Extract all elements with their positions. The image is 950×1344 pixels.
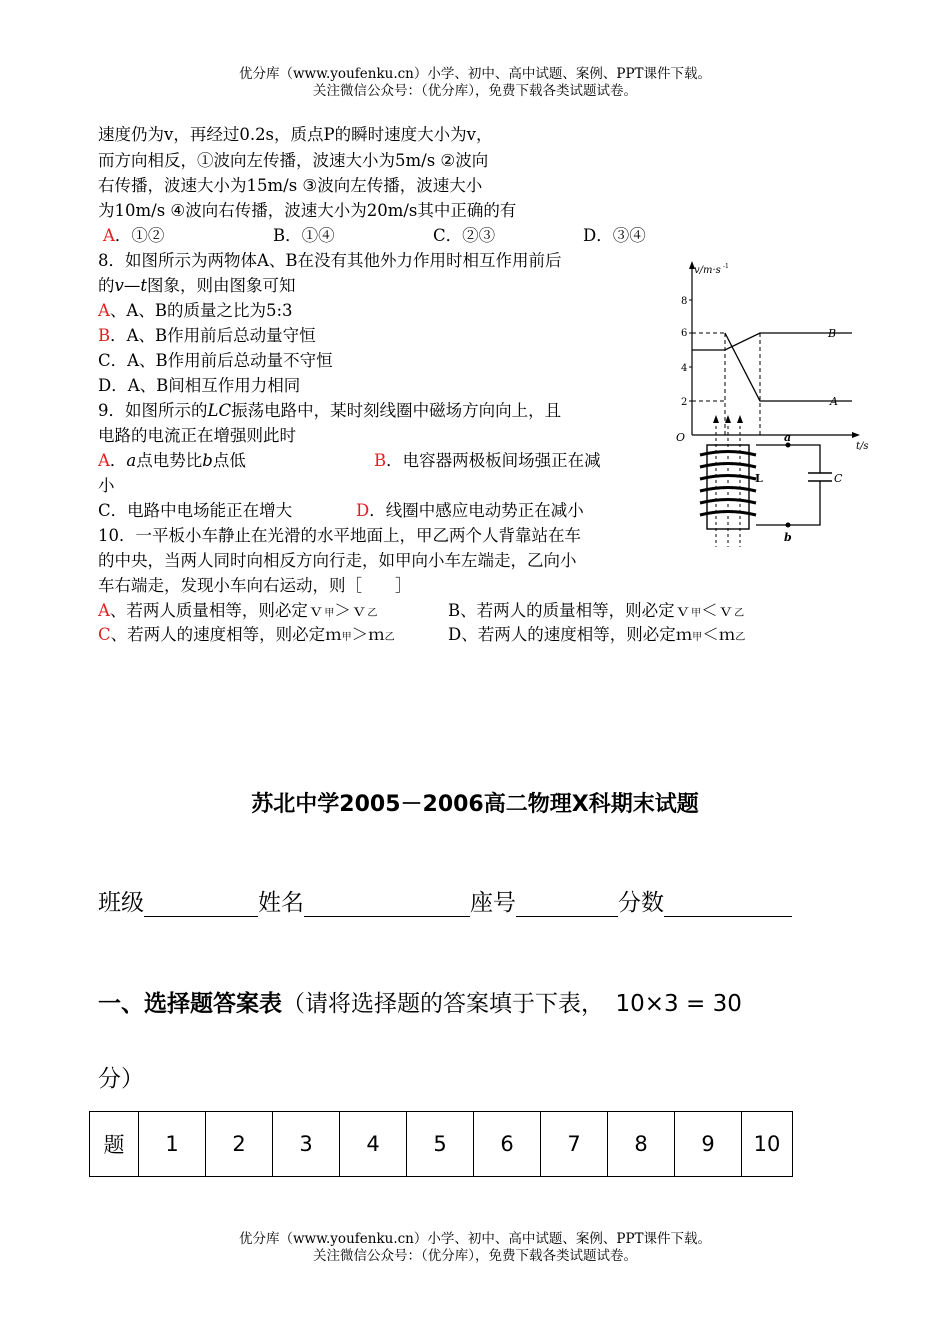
student-info-line <box>98 884 792 917</box>
q9-option-b-cont: 小 <box>98 476 115 495</box>
q9-b-text: ．电容器两极板间场强正在减 <box>386 451 601 470</box>
q9-a-dot: ． <box>109 451 127 470</box>
q9-a-letter: A <box>98 451 110 470</box>
name-field[interactable] <box>304 892 470 917</box>
q8-option-a <box>98 300 293 322</box>
q8-option-d: D．A、B间相互作用力相同 <box>98 376 301 395</box>
q10-a-sub-2: 乙 <box>367 608 378 619</box>
q10-option-a <box>98 600 377 625</box>
question-number: 8 <box>608 1112 675 1177</box>
q7-option-d: D．③④ <box>583 226 646 245</box>
line-b-label: B <box>828 327 837 340</box>
q7-option-a: ．①② <box>114 226 165 245</box>
header-line-1: 优分库（www.youfenku.cn）小学、初中、高中试题、案例、PPT课件下载。 <box>238 66 712 82</box>
footer-line-2: 关注微信公众号：（优分库），免费下载各类试题试卷。 <box>313 1248 637 1264</box>
q10-c-sub-2: 乙 <box>384 632 395 643</box>
q8-line-1: 8．如图所示为两物体A、B在没有其他外力作用时相互作用前后 <box>98 251 562 270</box>
q9-line-2: 电路的电流正在增强则此时 <box>98 426 296 445</box>
q10-line-1: 10．一平板小车静止在光滑的水平地面上，甲乙两个人背靠站在车 <box>98 526 581 545</box>
q9-line-1 <box>98 400 561 422</box>
wire-bottom <box>756 481 820 525</box>
q8-v-symbol: v <box>114 276 124 295</box>
class-label: 班级 <box>98 890 144 916</box>
point-a-label: a <box>784 431 792 444</box>
q7-line-4: 为10m/s ④波向右传播，波速大小为20m/s其中正确的有 <box>98 201 517 220</box>
q9-option-a <box>98 450 246 472</box>
field-arrow-2 <box>725 415 731 423</box>
question-number: 3 <box>273 1112 340 1177</box>
question-number: 5 <box>407 1112 474 1177</box>
q7-line-1: 速度仍为v，再经过0.2s，质点P的瞬时速度大小为v， <box>98 125 493 144</box>
tick-2: 2 <box>681 397 688 408</box>
q9-text: 9．如图所示的 <box>98 401 208 420</box>
q8-a-letter: A <box>98 301 110 320</box>
q9-b-point: b <box>202 451 213 470</box>
q10-option-d <box>448 624 745 649</box>
line-a <box>725 333 852 401</box>
q10-b-sub-1: 甲 <box>691 608 702 619</box>
seat-field[interactable] <box>516 892 618 917</box>
q9-lc-symbol: LC <box>207 401 232 420</box>
q7-option-a-letter: A <box>103 226 115 245</box>
question-number: 2 <box>206 1112 273 1177</box>
class-field[interactable] <box>144 892 258 917</box>
q8-text-2: 图象，则由图象可知 <box>146 276 296 295</box>
q9-a-text: 点电势比 <box>136 451 203 470</box>
tick-4: 4 <box>681 363 688 374</box>
answer-table-head: 题 <box>90 1112 139 1177</box>
q9-a-text-2: 点低 <box>212 451 246 470</box>
q10-line-3: 车右端走，发现小车向右运动，则［ ］ <box>98 576 412 595</box>
question-number: 6 <box>474 1112 541 1177</box>
section-1-title: 一、选择题答案表 <box>98 991 282 1017</box>
q7-options <box>103 225 646 247</box>
q8-line-2 <box>98 275 295 297</box>
q10-c-sub-1: 甲 <box>341 632 352 643</box>
question-number: 9 <box>675 1112 742 1177</box>
q10-c-gt: ＞ｍ <box>351 625 385 644</box>
q10-d-text: D、若两人的速度相等，则必定ｍ <box>448 625 693 644</box>
answer-table-header-row <box>90 1112 793 1177</box>
q8-text: 的 <box>98 276 115 295</box>
q10-c-letter: C <box>98 625 111 644</box>
q10-a-text: 、若两人质量相等，则必定ｖ <box>109 601 325 620</box>
q8-t-symbol: t <box>140 276 147 295</box>
q9-a-point: a <box>126 451 137 470</box>
q7-option-c: C．②③ <box>433 226 496 245</box>
name-label: 姓名 <box>258 890 304 916</box>
score-field[interactable] <box>664 892 792 917</box>
t-axis-arrow <box>852 432 860 438</box>
q10-option-b <box>448 600 744 625</box>
q8-b-letter: B <box>98 326 111 345</box>
field-arrow-1 <box>713 415 719 423</box>
q9-d-text: ．线圈中感应电动势正在减小 <box>369 501 584 520</box>
q9-text-2: 振荡电路中，某时刻线圈中磁场方向向上，且 <box>231 401 562 420</box>
field-arrow-3 <box>737 415 743 423</box>
q8-dash: — <box>123 276 141 295</box>
tick-6: 6 <box>681 328 688 339</box>
seat-label: 座号 <box>470 890 516 916</box>
q10-a-gt: ＞ｖ <box>334 601 368 620</box>
exam-title: 苏北中学2005－2006高二物理X科期末试题 <box>251 792 699 817</box>
point-b <box>786 523 791 528</box>
q10-d-lt: ＜ｍ <box>702 625 736 644</box>
q10-line-2: 的中央，当两人同时向相反方向行走，如甲向小车左端走，乙向小 <box>98 551 577 570</box>
q10-b-sub-2: 乙 <box>734 608 745 619</box>
coil-label: L <box>755 472 763 485</box>
q9-option-b <box>374 450 601 472</box>
q10-b-lt: ＜ｖ <box>701 601 735 620</box>
q10-a-sub-1: 甲 <box>324 608 335 619</box>
q7-option-b: B．①④ <box>273 226 335 245</box>
wire-top <box>756 445 820 473</box>
answer-table <box>89 1111 793 1177</box>
q7-line-2: 而方向相反，①波向左传播，波速大小为5m/s ②波向 <box>98 151 489 170</box>
section-1-note-cont: 分） <box>98 1066 144 1092</box>
origin-label: O <box>676 431 686 444</box>
line-a-label: A <box>830 395 838 408</box>
question-number: 7 <box>541 1112 608 1177</box>
page-header <box>0 66 950 100</box>
v-axis-label-exp: -1 <box>723 263 729 270</box>
section-1-heading <box>98 985 742 1018</box>
footer-line-1: 优分库（www.youfenku.cn）小学、初中、高中试题、案例、PPT课件下载。 <box>238 1231 712 1247</box>
t-axis-label: t/s <box>856 441 869 452</box>
q10-a-letter: A <box>98 601 110 620</box>
q9-d-letter: D <box>356 501 370 520</box>
header-line-2: 关注微信公众号：（优分库），免费下载各类试题试卷。 <box>313 83 637 99</box>
capacitor-label: C <box>834 472 843 485</box>
q8-b-text: ．A、B作用前后总动量守恒 <box>110 326 316 345</box>
tick-8: 8 <box>681 296 688 307</box>
figure-vt-graph-lc-circuit <box>670 255 870 550</box>
score-label: 分数 <box>618 890 664 916</box>
q8-a-text: 、A、B的质量之比为5:3 <box>109 301 293 320</box>
q10-d-sub-1: 甲 <box>692 632 703 643</box>
v-axis-label: v/m·s <box>694 265 721 276</box>
q8-option-b <box>98 325 316 347</box>
question-number: 1 <box>139 1112 206 1177</box>
q7-line-3: 右传播，波速大小为15m/s ③波向左传播，波速大小 <box>98 176 483 195</box>
question-number: 4 <box>340 1112 407 1177</box>
magnetic-field-lines <box>716 420 740 547</box>
q9-b-letter: B <box>374 451 387 470</box>
q10-b-text: B、若两人的质量相等，则必定ｖ <box>448 601 692 620</box>
q9-option-d <box>356 500 584 522</box>
question-number: 10 <box>742 1112 793 1177</box>
q9-option-c: C．电路中电场能正在增大 <box>98 501 293 520</box>
q10-d-sub-2: 乙 <box>735 632 746 643</box>
q10-option-c <box>98 624 395 649</box>
point-b-label: b <box>784 531 792 544</box>
section-1-note: （请将选择题的答案填于下表， 10×3 = 30 <box>282 991 742 1017</box>
page-footer <box>0 1231 950 1265</box>
q10-c-text: 、若两人的速度相等，则必定ｍ <box>110 625 342 644</box>
q8-option-c: C．A、B作用前后总动量不守恒 <box>98 351 333 370</box>
